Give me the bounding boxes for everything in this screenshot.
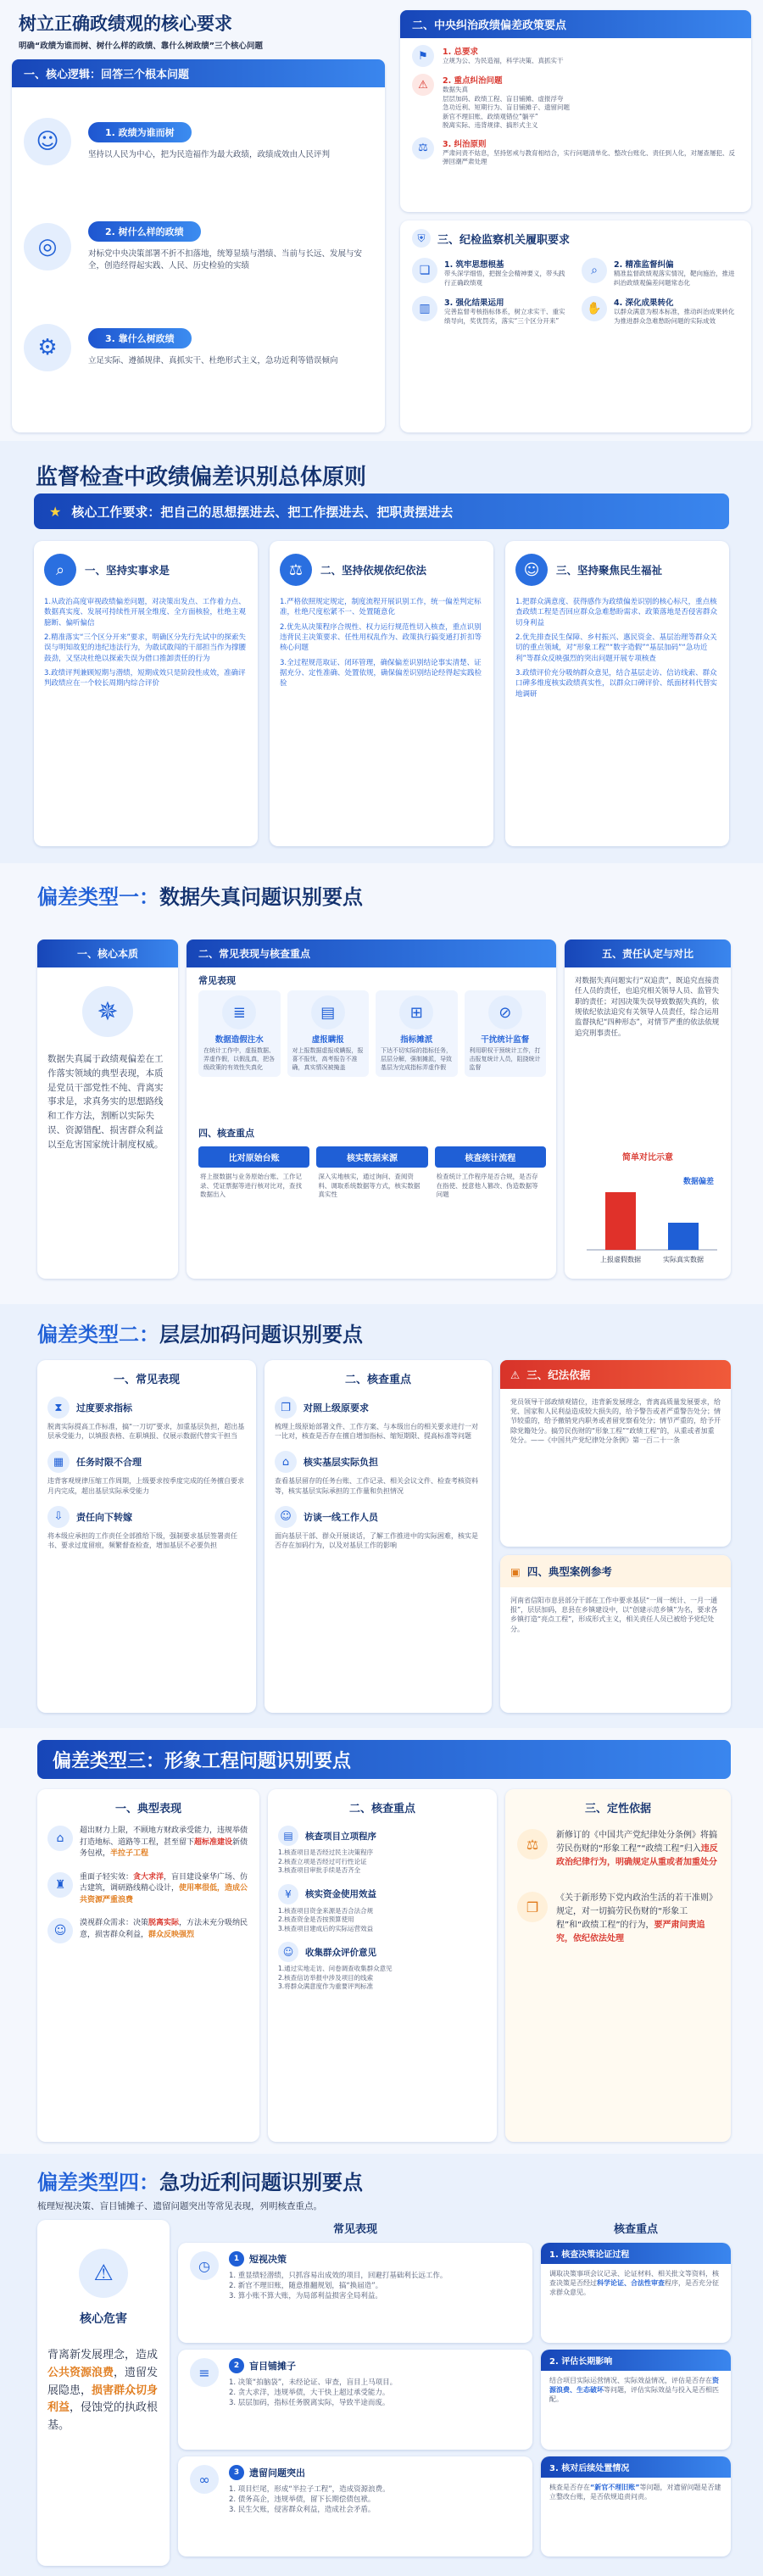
col-2-item: 1.严格依照规定规定，制度流程开展识别工作，统一偏差判定标准，杜绝尺度松紧不一、处置随意化 — [280, 598, 482, 617]
duty-item — [582, 258, 739, 287]
perf-card — [287, 990, 370, 1077]
s3-title: 数据失真问题识别要点 — [159, 885, 363, 909]
s6-check-2-title: 2. 评估长期影响 — [541, 2350, 731, 2371]
harm-t2: ，遗留发展隐患， — [47, 2366, 159, 2397]
s3-title-prefix: 偏差类型一： — [37, 885, 159, 909]
perf-card — [198, 990, 281, 1077]
s4-check-1-title: 对照上级原要求 — [304, 1402, 369, 1413]
layers-icon: ≡ — [190, 2358, 219, 2387]
s2-banner — [34, 493, 729, 529]
s4-check-1-text: 梳理上级原始部署文件、工作方案、与本级出台的相关要求进行一对一比对，核查是否存在擅自增加指标、缩短期限、提高标准等问题 — [275, 1423, 478, 1441]
database-icon: ≣ — [222, 995, 256, 1029]
perf-3-text: 下达不切实际的指标任务，层层分解，强制摊派，导致基层为完成指标弄虚作假 — [381, 1047, 452, 1071]
s6-intro: 梳理短视决策、盲目铺摊子、遗留问题突出等常见表现，列明核查重点。 — [37, 2201, 322, 2211]
s5-check-3-title: 收集群众评价意见 — [305, 1947, 376, 1958]
bar-fake — [605, 1192, 636, 1250]
section-general-principles — [0, 441, 763, 863]
s5-basis-1-text: 新修订的《中国共产党纪律处分条例》将搞劳民伤财的“形象工程”“政绩工程”归入 — [556, 1831, 717, 1854]
duty-1-text: 带头深学细悟，把握全会精神要义，带头践行正确政绩观 — [444, 270, 565, 287]
people-icon: ☺ — [47, 1918, 73, 1943]
s2-banner-text: 核心工作要求：把自己的思想摆进去、把工作摆进去、把职责摆进去 — [71, 504, 454, 520]
s2-title: 监督检查中政绩偏差识别总体原则 — [36, 465, 367, 490]
perf-4-text: 利用职权干预统计工作，打击报复统计人员，阻挠统计监督 — [469, 1047, 541, 1071]
s6-check-2-text: 结合项目实际运营情况、实际效益情况，评估是否存在 — [549, 2377, 712, 2384]
harm-text — [37, 2327, 170, 2456]
s5-check-2-item: 3.核查项目建成后的实际运营效益 — [278, 1924, 374, 1932]
s4-perf-head: 一、常见表现 — [113, 1374, 180, 1386]
s4-check-item — [275, 1506, 482, 1550]
warning-icon: ⚠ — [412, 74, 434, 96]
document-icon: ❐ — [275, 1397, 297, 1419]
duty-2-title: 2. 精准监督纠偏 — [614, 260, 674, 270]
principle-col — [270, 541, 493, 846]
s5-perf-1-text — [80, 1826, 249, 1860]
s4-perf-item — [47, 1451, 246, 1495]
duty-1-title: 1. 筑牢思想根基 — [444, 260, 504, 270]
col-2-item: 3.全过程规范取证、闭环管理，确保偏差识别结论事实清楚、证据充分、定性准确、处置依规，确保偏差识别结论经得起实践检验 — [280, 658, 482, 689]
s6-check-panel — [541, 2220, 731, 2566]
principle-columns — [34, 541, 729, 846]
question-item — [24, 200, 373, 293]
s5-perf-item — [47, 1872, 249, 1907]
essence-head: 一、核心本质 — [37, 940, 178, 967]
check-2-text: 深入实地核实，通过询问、查阅资料、调取系统数据等方式，核实数据真实性 — [318, 1173, 420, 1198]
policy-2-item: 急功近利、短期行为、盲目铺摊子、遗留问题 — [443, 103, 570, 111]
s6-check-3-title: 3. 核对后续处置情况 — [541, 2456, 731, 2478]
s5-check-2-title: 核实资金使用效益 — [305, 1889, 376, 1899]
s6-check-1-text: 调取决策事项会议记录、论证材料、相关批文等资料，核查决策是否经过 — [549, 2270, 719, 2288]
bar-label: 实际真实数据 — [663, 1256, 704, 1263]
policy-panel — [400, 10, 751, 212]
folder-icon: ▣ — [510, 1564, 521, 1578]
col-3-item: 3.政绩评价充分吸纳群众意见，结合基层走访、信访线索、群众口碑多维度核实政绩真实性，以群众口碑评价、纸面材料代替实地调研 — [515, 668, 718, 699]
s6-check-2-text2: 等问题，评估实际效益与投入是否相匹配。 — [549, 2386, 719, 2404]
hourglass-icon: ⧗ — [47, 1397, 70, 1419]
s5-basis-item — [517, 1892, 719, 1946]
s4-check-3-title: 访谈一线工作人员 — [304, 1511, 378, 1523]
s5-check-item — [278, 1826, 487, 1876]
common-head: 二、常见表现与核查重点 — [187, 940, 556, 967]
harm-hl1: 公共资源浪费 — [47, 2366, 114, 2379]
users-icon: ☺ — [275, 1506, 297, 1528]
perf-card — [465, 990, 547, 1077]
section-overloading — [0, 1304, 763, 1728]
s5-perf-2-t2: ，盲目建设豪华广场、仿古建筑，调研路线精心设计， — [80, 1872, 248, 1893]
question-item — [24, 95, 373, 188]
s4-perf-1-title: 过度要求指标 — [76, 1402, 132, 1413]
q2-title: 2. 树什么样的政绩 — [88, 221, 201, 242]
col-1-item: 1.从政治高度审视政绩偏差问题，对决策出发点、工作着力点、数据真实度、发展可持续性开展全维度、全方面核验，杜绝主观臆断、偏听偏信 — [44, 598, 247, 627]
s6-check-1-text2: 程序，是否充分征求群众意见。 — [549, 2279, 719, 2297]
duty-item — [412, 258, 570, 287]
s6-check-item — [541, 2456, 731, 2556]
perf-label: 常见表现 — [198, 975, 236, 986]
section-data-distortion — [0, 863, 763, 1304]
report-icon: ▤ — [311, 995, 345, 1029]
policy-2-item: 脱离实际、违背规律、搞形式主义 — [443, 121, 538, 129]
q3-text: 立足实际、遵循规律、真抓实干、杜绝形式主义，急功近利等错误倾向 — [88, 356, 338, 366]
s4-perf-panel — [37, 1360, 256, 1713]
s4-perf-1-text: 脱离实际提高工作标准，搞“一刀切”要求，加重基层负担，超出基层承受能力，以填报表格、在职填报、仅展示数据代替实干担当 — [47, 1423, 245, 1441]
s5-check-2-item: 1.核查项目资金来源是否合法合规 — [278, 1906, 374, 1915]
logic-head: 一、核心逻辑：回答三个根本问题 — [12, 59, 385, 87]
s4-perf-2-title: 任务时限不合理 — [76, 1457, 142, 1469]
gavel-icon: ⚖ — [412, 137, 434, 159]
target-icon: ◎ — [24, 223, 71, 270]
s5-basis-head: 三、定性依据 — [584, 1803, 651, 1815]
s6-check-2-hl: 资源浪费、生态破坏 — [549, 2377, 719, 2395]
s4-check-3-text: 面向基层干部、群众开展谈话，了解工作推进中的实际困难，核实是否存在加码行为，以及对基层工作的影响 — [275, 1531, 478, 1549]
s6-perf-head: 常见表现 — [332, 2223, 377, 2236]
document-icon: ❐ — [517, 1892, 548, 1922]
clipboard-icon: ▤ — [278, 1826, 298, 1846]
s4-title: 层层加码问题识别要点 — [159, 1323, 363, 1347]
danger-icon: ⚠ — [79, 2249, 128, 2298]
policy-1-title: 1. 总要求 — [443, 47, 479, 57]
s6-perf-1-title: 短视决策 — [249, 2254, 287, 2265]
s5-perf-1-hl1: 超标准建设 — [194, 1837, 233, 1847]
sitemap-icon: ⊞ — [399, 995, 433, 1029]
check-card — [316, 1146, 427, 1205]
s5-basis-1-hl: 违反政治纪律行为，明确规定从重或者加重处分 — [556, 1844, 718, 1867]
policy-2-item: 新官不理旧账、政绩观错位“躺平” — [443, 112, 538, 120]
building-icon: ⌂ — [275, 1451, 297, 1473]
check-card — [435, 1146, 546, 1205]
perf-1-text: 在统计工作中，虚报数据、弄虚作假，以假乱真，把各级政策的有效性失真化 — [203, 1047, 275, 1071]
building-icon: ⌂ — [47, 1826, 73, 1851]
s5-perf-2-t1: 重面子轻实效： — [80, 1872, 134, 1882]
s4-perf-3-text: 将本级应承担的工作责任全部推给下级，强制要求基层签署责任书、要求过度留痕，频繁督查检查，增加基层不必要负担 — [47, 1531, 237, 1549]
policy-2-title: 2. 重点纠治问题 — [443, 76, 503, 86]
scale-icon: ⚖ — [280, 554, 312, 586]
s5-check-1-title: 核查项目立项程序 — [305, 1831, 376, 1842]
s5-check-panel — [268, 1789, 497, 2142]
s4-title-prefix: 偏差类型二： — [37, 1323, 159, 1347]
check-1-text: 将上报数据与业务原始台账、工作记录、凭证票据等进行核对比对，查找数据出入 — [200, 1173, 302, 1198]
s6-check-1-hl: 科学论证、合法性审查 — [597, 2279, 665, 2288]
s6-perf-2-title: 盲目铺摊子 — [249, 2361, 296, 2372]
check-label: 四、核查重点 — [198, 1128, 254, 1139]
s5-perf-1-t1: 超出财力上限，不顾地方财政承受能力，违规举债打造地标、道路等工程，甚至留下 — [80, 1826, 248, 1847]
s4-law-panel — [500, 1360, 731, 1547]
s6-title: 急功近利问题识别要点 — [159, 2171, 363, 2194]
duty-3-title: 3. 强化结果运用 — [444, 298, 504, 308]
principle-col — [34, 541, 258, 846]
s6-perf-3-item: 2. 债务高企，违规举债，留下长期偿债包袱。 — [229, 2495, 376, 2504]
clock-icon: ◷ — [190, 2251, 219, 2280]
s6-check-3-text: 核查是否存在 — [549, 2484, 590, 2491]
s5-perf-item — [47, 1826, 249, 1860]
num-badge: 1 — [229, 2251, 244, 2267]
handshake-icon: ✋ — [582, 296, 607, 321]
comparison-chart — [573, 1165, 722, 1270]
star-icon: ★ — [49, 503, 62, 520]
s6-perf-3-title: 遗留问题突出 — [249, 2467, 305, 2478]
num-badge: 2 — [229, 2358, 244, 2373]
question-item — [24, 305, 373, 390]
harm-head: 核心危害 — [80, 2312, 127, 2326]
s1-subtitle: 明确“政绩为谁而树、树什么样的政绩、靠什么树政绩”三个核心问题 — [19, 42, 263, 51]
s5-perf-panel — [37, 1789, 259, 2142]
common-panel — [187, 940, 556, 1279]
s6-check-item — [541, 2350, 731, 2450]
s4-perf-item — [47, 1397, 246, 1441]
perf-1-title: 数据造假注水 — [214, 1035, 264, 1045]
s6-check-1-title: 1. 核查决策论证过程 — [541, 2243, 731, 2264]
search-icon: ⌕ — [44, 554, 76, 586]
bar-label: 上报虚假数据 — [600, 1256, 641, 1263]
policy-head: 二、中央纠治政绩偏差政策要点 — [400, 10, 751, 38]
duty-head: 三、纪检监察机关履职要求 — [437, 233, 571, 247]
s5-perf-2-hl1: 贪大求洋 — [133, 1872, 164, 1882]
policy-item — [412, 137, 739, 167]
duty-2-text: 精准监督政绩观落实情况，靶向施治，推进纠治政绩观偏差问题常态化 — [614, 270, 735, 287]
resp-panel — [565, 940, 731, 1279]
s6-perf-2-item: 3. 层层加码，指标任务脱离实际，导致半途而废。 — [229, 2398, 390, 2407]
section-core-requirements — [0, 0, 763, 441]
col-1-item: 2.精准落实“三个区分开来”要求，明确区分先行先试中的探索失误与明知故犯的违纪违法行为，为敢试敢闯的干部担当作为撑腰鼓劲，又坚决杜绝以探索失误为借口推卸责任的行为 — [44, 633, 247, 663]
resp-text: 对数据失真问题实行“双追责”，既追究直接责任人员的责任，也追究相关领导人员、监管失职的责任；对因决策失误导致数据失真的，依规依纪依法追究有关领导人员责任，综合运用监督执纪“四种形态”，对情节严重的依法依规追究刑事责任。 — [575, 977, 720, 1038]
users-icon: ☺ — [278, 1942, 298, 1962]
s4-perf-item — [47, 1506, 246, 1550]
col-2-item: 2.优先从决策程序合规性、权力运行规范性切入核查，重点识别违背民主决策要求、任性用权乱作为、政策执行搞变通打折扣等核心问题 — [280, 622, 482, 653]
essence-text: 数据失真属于政绩观偏差在工作落实领域的典型表现，本质是党员干部党性不纯、背离实事求是，求真务实的思想路线和工作方法，割断以实际失误、资源错配、损害群众利益以至危害国家统计制度权威。 — [47, 1054, 164, 1150]
s5-basis-2-hl: 要严肃问责追究，依纪依法处理 — [556, 1921, 705, 1943]
policy-2-item: 数据失真 — [443, 86, 468, 93]
s5-perf-1-hl2: 半拉子工程 — [110, 1849, 149, 1858]
law-book-icon: ⚖ — [517, 1829, 548, 1860]
s5-perf-1-t2: 新债务包袱， — [80, 1837, 248, 1858]
perf-2-title: 虚报瞒报 — [311, 1035, 344, 1045]
s4-check-item — [275, 1451, 482, 1495]
s5-perf-head: 一、典型表现 — [114, 1803, 181, 1815]
s4-case-text: 河南省信阳市息县部分干部在工作中要求基层“一周一统计、一月一通报”，层层加码，息县在乡镇建设中，以“创建示范乡镇”为名，要求各乡镇打造“亮点工程”，形成形式主义，相关责任人员已被给予党纪处分。 — [510, 1597, 718, 1633]
s4-perf-3-title: 责任向下转嫁 — [76, 1511, 132, 1523]
s6-perf-3-item: 3. 民生欠账，侵害群众利益，造成社会矛盾。 — [229, 2505, 376, 2514]
magnifier-icon: ⌕ — [582, 258, 607, 283]
principle-col — [505, 541, 729, 846]
s5-check-item — [278, 1884, 487, 1934]
s5-check-3-item: 1.通过实地走访、问卷调查收集群众意见 — [278, 1965, 393, 1972]
duty-4-title: 4. 深化成果转化 — [614, 298, 674, 308]
people-icon: ☺ — [515, 554, 548, 586]
duty-item — [582, 296, 739, 326]
core-logic-panel — [12, 10, 385, 434]
perf-2-text: 对上报数据虚报或瞒报，报喜不报忧，高考报告不准确，真实情况被掩盖 — [292, 1047, 364, 1071]
s4-check-2-text: 查看基层留存的任务台账、工作记录、相关会议文件、检查考核资料等，核实基层实际承担的工作量和负担情况 — [275, 1477, 478, 1495]
s5-check-2-item: 2.核查资金是否按预算使用 — [278, 1915, 354, 1923]
block-icon: ⊘ — [488, 995, 522, 1029]
s5-title-bar — [37, 1740, 731, 1779]
s5-title-prefix: 偏差类型三： — [53, 1750, 165, 1772]
s6-check-3-hl: “新官不理旧账” — [590, 2484, 640, 2491]
s4-perf-2-text: 违背客观规律压缩工作周期，上级要求按季度完成的任务擅自要求月内完成，超出基层实际承受能力 — [47, 1477, 244, 1495]
col-3-title: 三、坚持聚焦民生福祉 — [556, 564, 663, 577]
q2-text: 对标党中央决策部署不折不扣落地，统筹显绩与潜绩、当前与长远、发展与安全，创造经得起实践、人民、历史检验的实绩 — [88, 249, 363, 270]
s5-perf-3-t2: ，方法未充分吸纳民意，损害群众利益， — [80, 1919, 248, 1939]
s6-perf-3-item: 1. 项目烂尾，形成“半拉子工程”，造成资源浪费。 — [229, 2485, 390, 2494]
s4-law-head: 三、纪法依据 — [526, 1369, 591, 1381]
s5-perf-item — [47, 1918, 249, 1943]
s4-check-head: 二、核查重点 — [344, 1374, 411, 1386]
s5-perf-3-hl2: 群众反映强烈 — [148, 1930, 195, 1939]
s6-perf-panel — [178, 2220, 532, 2566]
num-badge: 3 — [229, 2465, 244, 2480]
s6-perf-2-item: 2. 贪大求洋，违规举债，大干快上超过承受能力。 — [229, 2388, 390, 2397]
s6-perf-2-item: 1. 决策“拍脑袋”，未经论证、审查，盲目上马项目。 — [229, 2378, 398, 2387]
check-card — [198, 1146, 309, 1205]
s5-perf-3-text — [80, 1918, 249, 1943]
s6-check-3-text2: 等问题，对遗留问题是否建立整改台账，是否依规追责问责。 — [549, 2484, 721, 2501]
q3-title: 3. 靠什么树政绩 — [88, 328, 192, 348]
resp-head: 五、责任认定与对比 — [565, 940, 731, 967]
col-2-title: 二、坚持依规依纪依法 — [320, 564, 427, 577]
s5-check-3-item: 3.将群众满意度作为重要评判标准 — [278, 1982, 374, 1990]
harm-panel — [37, 2220, 170, 2566]
s4-case-panel — [500, 1555, 731, 1713]
s5-perf-3-t1: 漠视群众需求：决策 — [80, 1919, 149, 1927]
s5-perf-2-text — [80, 1872, 249, 1907]
s4-case-head: 四、典型案例参考 — [526, 1565, 612, 1578]
harm-hl2: 损害群众切身利益 — [47, 2384, 159, 2415]
duty-panel — [400, 220, 751, 432]
chart-icon: ▥ — [412, 296, 437, 321]
col-3-item: 1.把群众满意度、获得感作为政绩偏差识别的核心标尺，重点核查政绩工程是否回应群众急难愁盼需求、政策落地是否侵害群众切身利益 — [515, 598, 718, 627]
check-1-title: 比对原始台账 — [198, 1146, 309, 1168]
s6-title-prefix: 偏差类型四： — [37, 2171, 159, 2194]
col-1-title: 一、坚持实事求是 — [85, 564, 170, 577]
harm-t3: ，侵蚀党的执政根基。 — [47, 2401, 159, 2433]
perf-3-title: 指标摊派 — [400, 1035, 433, 1045]
s6-perf-item — [178, 2243, 532, 2343]
s4-check-item — [275, 1397, 482, 1441]
policy-3-text: 严肃问责不姑息，坚持惩戒与教育相结合，实行问题清单化、整改台账化、责任到人化，对屡查屡犯、反弹回潮严肃处理 — [443, 148, 735, 165]
arrow-down-icon: ⇩ — [47, 1506, 70, 1528]
perf-4-title: 干扰统计监督 — [481, 1035, 530, 1045]
q1-text: 坚持以人民为中心，把为民造福作为最大政绩，政绩成效由人民评判 — [88, 150, 331, 160]
s5-title: 形象工程问题识别要点 — [164, 1750, 352, 1772]
s5-check-item — [278, 1942, 487, 1992]
section-image-projects — [0, 1728, 763, 2154]
col-3-item: 2.优先排查民生保障、乡村振兴、惠民资金、基层治理等群众关切的重点领域，对“形象工程”“数字造假”“基层加码”“急功近利”等群众反映强烈的突出问题开展专项核查 — [515, 633, 717, 663]
section-short-termism — [0, 2154, 763, 2576]
s4-law-text: 党员领导干部政绩观错位，违背新发展理念，背离高质量发展要求，给党、国家和人民利益造成较大损失的，给予警告或者严重警告处分；情节较重的，给予撤销党内职务或者留党察看处分；情节严重的，给予开除党籍处分。搞劳民伤财的“形象工程”“政绩工程”的，从重或者加重处分。——《中国共产党纪律处分条例》第一百二十一条 — [510, 1398, 721, 1444]
essence-panel — [37, 940, 178, 1279]
warning-icon: ⚠ — [510, 1368, 521, 1381]
policy-2-item: 层层加码、政绩工程、盲目铺摊、虚报浮夸 — [443, 94, 564, 103]
s5-check-1-item: 3.核查项目审批手续是否齐全 — [278, 1866, 361, 1874]
s5-check-head: 二、核查重点 — [348, 1803, 415, 1815]
s6-check-head: 核查重点 — [613, 2223, 658, 2236]
harm-t1: 背离新发展理念，造成 — [47, 2349, 159, 2361]
s1-title: 树立正确政绩观的核心要求 — [19, 14, 232, 34]
s5-check-3-item: 2.核查信访举报中涉及项目的线索 — [278, 1973, 374, 1982]
q1-title: 1. 政绩为谁而树 — [88, 122, 192, 142]
s6-check-item — [541, 2243, 731, 2343]
s4-check-panel — [265, 1360, 492, 1713]
s5-perf-2-hl2: 使用率很低，造成公共资源严重浪费 — [80, 1884, 248, 1904]
coins-icon: ¥ — [278, 1884, 298, 1904]
monument-icon: ♜ — [47, 1872, 73, 1898]
s5-perf-3-hl1: 脱离实际 — [148, 1919, 180, 1927]
flag-icon: ⚑ — [412, 45, 434, 67]
check-2-title: 核实数据来源 — [316, 1146, 427, 1168]
s5-check-1-item: 2.核查立项是否经过可行性论证 — [278, 1857, 367, 1865]
policy-3-title: 3. 纠治原则 — [443, 139, 487, 149]
chart-title: 简单对比示意 — [622, 1153, 673, 1163]
people-icon: ☺ — [24, 118, 71, 165]
s6-perf-item — [178, 2350, 532, 2450]
book-icon: ❏ — [412, 258, 437, 283]
bar-real — [668, 1223, 699, 1250]
s5-basis-item — [517, 1829, 719, 1870]
calendar-icon: ▦ — [47, 1451, 70, 1473]
s5-basis-panel — [505, 1789, 731, 2142]
check-3-text: 检查统计工作程序是否合规，是否存在指使、授意他人篡改、伪造数据等问题 — [436, 1173, 538, 1198]
policy-item — [412, 74, 739, 131]
s6-perf-1-item: 2. 新官不理旧账，随意推翻规划，搞“换届造”。 — [229, 2281, 383, 2290]
s5-check-1-item: 1.核查项目是否经过民主决策程序 — [278, 1848, 374, 1856]
duty-item — [412, 296, 570, 326]
s6-perf-item — [178, 2456, 532, 2556]
policy-1-text: 立规为公、为民造福，科学决策、真抓实干 — [443, 57, 564, 64]
shield-icon: ⛨ — [412, 229, 431, 248]
s4-check-2-title: 核实基层实际负担 — [304, 1457, 378, 1469]
chart-tag: 数据偏差 — [682, 1178, 715, 1186]
s6-perf-1-item: 3. 算小账不算大账，为局部利益损害全局利益。 — [229, 2291, 382, 2300]
s5-basis-2-text: 《关于新形势下党内政治生活的若干准则》规定，对一切搞劳民伤财的“形象工程”和“政绩工程”的行为， — [556, 1893, 717, 1930]
duty-3-text: 完善监督考核指标体系，树立求实干、重实绩导向，奖优罚劣，落实“三个区分开来” — [444, 308, 565, 325]
s6-perf-1-item: 1. 重显绩轻潜绩，只抓容易出成效的项目，回避打基础利长远工作。 — [229, 2272, 448, 2280]
check-3-title: 核查统计流程 — [435, 1146, 546, 1168]
col-1-item: 3.政绩评判兼顾短期与潜绩，短期成效只是阶段性成效，准确评判政绩应在一个较长周期内综合评价 — [44, 668, 246, 689]
gear-icon: ⚙ — [24, 324, 71, 371]
link-icon: ∞ — [190, 2465, 219, 2494]
policy-item — [412, 45, 739, 67]
duty-4-text: 以群众满意为根本标准，推动纠治成果转化为推进群众急难愁盼问题的实际成效 — [614, 308, 735, 325]
compass-icon: ✵ — [82, 986, 133, 1037]
perf-card — [376, 990, 458, 1077]
